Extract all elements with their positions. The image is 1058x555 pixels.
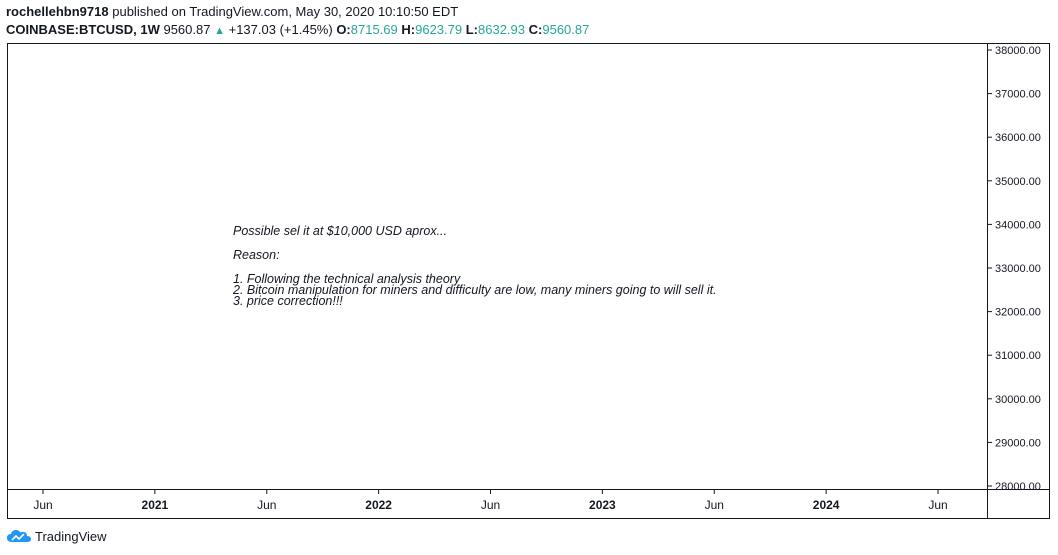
price-tick-label: 28000.00	[995, 481, 1041, 493]
tradingview-cloud-icon	[6, 528, 32, 544]
time-tick-label: 2022	[365, 498, 392, 512]
published-text: published on TradingView.com, May 30, 2020 10:10:50 EDT	[112, 4, 459, 19]
price-tick-label: 29000.00	[995, 437, 1041, 450]
price-tick-label: 33000.00	[995, 263, 1041, 275]
price-tick-label: 32000.00	[995, 306, 1041, 319]
annotation-point: 1. Following the technical analysis theory	[233, 272, 461, 286]
open-label: O:	[336, 22, 351, 37]
annotation-point: 2. Bitcoin manipulation for miners and difficulty are low, many miners going to will sell it.	[233, 283, 717, 297]
publish-info	[6, 4, 458, 19]
price-tick-label: 30000.00	[995, 393, 1041, 406]
time-tick-label: Jun	[928, 498, 948, 512]
low-label: L:	[465, 22, 479, 37]
time-tick-label: 2021	[141, 498, 169, 512]
high-label: H:	[401, 22, 416, 37]
ticker-info	[6, 22, 589, 37]
price-change: +137.03 (+1.45%)	[228, 22, 333, 37]
tradingview-brand: TradingView	[35, 528, 107, 544]
symbol-label: COINBASE:BTCUSD, 1W	[6, 22, 160, 37]
close-value: 9560.87	[542, 22, 590, 37]
last-price: 9560.87	[163, 22, 211, 37]
time-tick-label: 2023	[589, 498, 616, 512]
price-tick-label: 31000.00	[995, 350, 1041, 363]
time-tick-label: Jun	[257, 498, 277, 512]
open-value: 8715.69	[350, 22, 398, 37]
annotation-reason-label: Reason:	[233, 248, 280, 262]
up-triangle-icon: ▲	[214, 25, 225, 37]
time-tick-label: Jun	[704, 498, 724, 512]
annotation-point: 3. price correction!!!	[233, 294, 343, 308]
price-tick-label: 36000.00	[995, 132, 1041, 145]
time-tick-label: Jun	[33, 498, 53, 512]
tradingview-logo[interactable]	[6, 528, 107, 544]
annotation-title: Possible sel it at $10,000 USD aprox...	[233, 224, 448, 238]
time-tick-label: Jun	[480, 498, 501, 512]
author-name[interactable]: rochellehbn9718	[6, 4, 109, 19]
chart-area[interactable]	[7, 43, 1050, 519]
text-annotation[interactable]	[233, 226, 717, 307]
price-tick-label: 37000.00	[995, 88, 1041, 101]
low-value: 8632.93	[478, 22, 526, 37]
time-tick-label: 2024	[812, 498, 840, 512]
high-value: 9623.79	[415, 22, 463, 37]
price-tick-label: 38000.00	[995, 45, 1041, 57]
close-label: C:	[528, 22, 543, 37]
price-tick-label: 35000.00	[995, 175, 1041, 188]
price-tick-label: 34000.00	[995, 219, 1041, 232]
